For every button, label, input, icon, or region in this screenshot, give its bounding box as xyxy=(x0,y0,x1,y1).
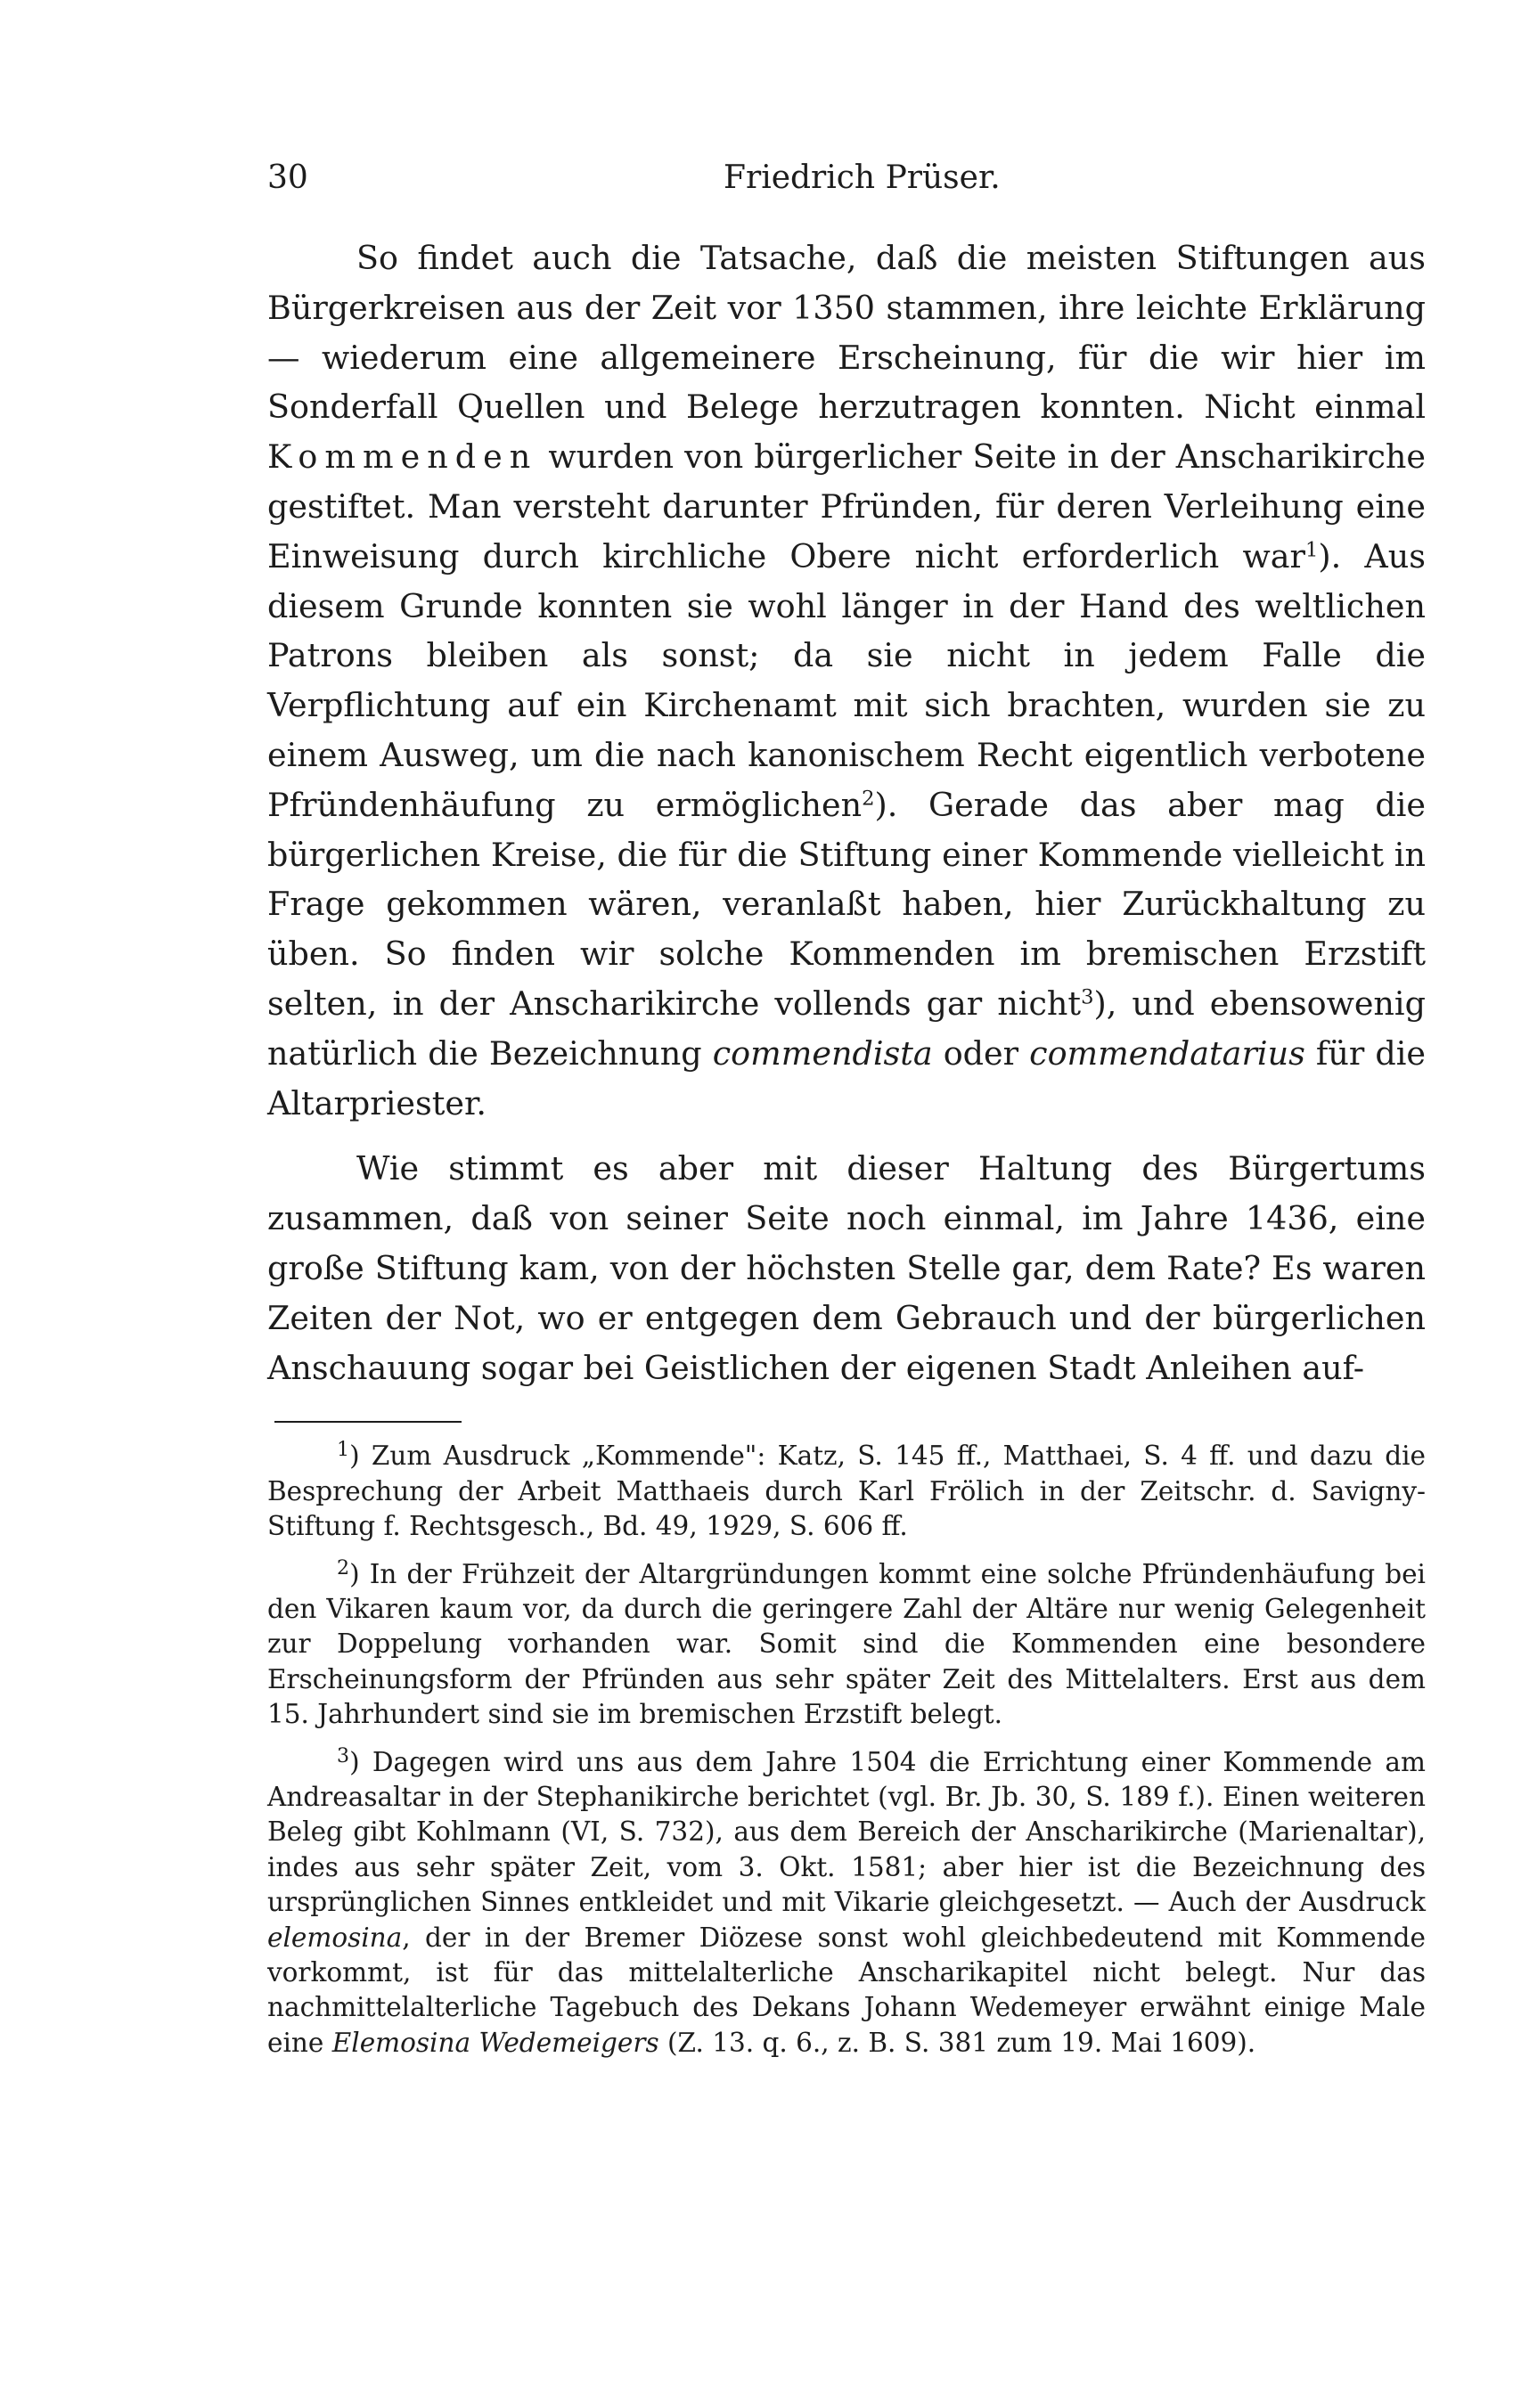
p1-text-b: wurden von bürgerlicher Seite in der Anscharikirche gestiftet. Man versteht darunter Pfründen, für deren Verleihung eine Einweisung durch kirchliche Obere nicht erforderlich war xyxy=(267,437,1426,575)
running-head xyxy=(267,151,1426,205)
paragraph-2: Wie stimmt es aber mit dieser Haltung des Bürgertums zusammen, daß von seiner Seite noch einmal, im Jahre 1436, eine große Stiftung kam, von der höchsten Stelle gar, dem Rate? Es waren Zeiten der Not, wo er entgegen dem Gebrauch und der bürgerlichen Anschauung sogar bei Geistlichen der eigenen Stadt Anleihen auf- xyxy=(267,1149,1426,1387)
footnote-1-mark: 1 xyxy=(337,1438,350,1462)
footnote-2-text: ) In der Frühzeit der Altargründungen kommt eine solche Pfründenhäufung bei den Vikaren kaum vor, da durch die geringere Zahl der Altäre nur wenig Gelegenheit zur Doppelung vorhanden war. Somit sind die Kommenden eine besondere Erscheinungsform der Pfründen aus sehr später Zeit des Mittelalters. Erst aus dem 15. Jahrhundert sind sie im bremischen Erzstift belegt. xyxy=(267,1558,1426,1730)
p1-text-c: ). Aus diesem Grunde konnten sie wohl länger in der Hand des weltlichen Patrons bleiben als sonst; da sie nicht in jedem Falle die Verpflichtung auf ein Kirchenamt mit sich brachten, wurden sie zu einem Ausweg, um die nach kanonischem Recht eigentlich verbotene Pfründenhäufung zu ermöglichen xyxy=(267,536,1426,824)
footnote-1-text: ) Zum Ausdruck „Kommende": Katz, S. 145 ff., Matthaei, S. 4 ff. und dazu die Besprechung der Arbeit Matthaeis durch Karl Frölich in der Zeitschr. d. Savigny-Stiftung f. Rechtsgesch., Bd. 49, 1929, S. 606 ff. xyxy=(267,1441,1426,1542)
footnote-ref-2: 2 xyxy=(862,787,875,811)
footnote-3-text-b: , der in der Bremer Diözese sonst wohl gleichbedeutend mit Kommende vorkommt, ist für das mittelalterliche Anscharikapitel nicht belegt. Nur das nachmittelalterliche Tagebuch des Dekans Johann Wedemeyer erwähnt einige Male eine xyxy=(267,1922,1426,2058)
paragraph-1 xyxy=(267,233,1426,1128)
footnote-3-mark: 3 xyxy=(337,1743,350,1767)
main-text xyxy=(267,233,1426,1392)
page xyxy=(267,151,1426,2073)
footnote-3-text-c: (Z. 13. q. 6., z. B. S. 381 zum 19. Mai 1609). xyxy=(658,2027,1256,2058)
p1-text-d: ). Gerade das aber mag die bürgerlichen Kreise, die für die Stiftung einer Kommende vielleicht in Frage gekommen wären, veranlaßt haben, hier Zurückhaltung zu üben. So finden wir solche Kommenden im bremischen Erzstift selten, in der Anscharikirche vollends gar nicht xyxy=(267,785,1426,1023)
p1-text-e: ), und ebensowenig natürlich die Bezeichnung xyxy=(267,984,1426,1073)
footnote-2-mark: 2 xyxy=(337,1555,350,1579)
p1-text-f: oder xyxy=(932,1033,1030,1073)
spaced-term-kommenden: Kommenden xyxy=(267,437,538,477)
page-number: 30 xyxy=(267,159,308,196)
footnote-1 xyxy=(267,1439,1426,1544)
p1-text-a: So findet auch die Tatsache, daß die meisten Stiftungen aus Bürgerkreisen aus der Zeit vor 1350 stammen, ihre leichte Erklärung — wiederum eine allgemeinere Erscheinung, für die wir hier im Sonderfall Quellen und Belege herzutragen konnten. Nicht einmal xyxy=(267,239,1426,427)
running-title: Friedrich Prüser. xyxy=(724,159,1001,196)
term-elemosina-wedemeigers: Elemosina Wedemeigers xyxy=(331,2027,659,2058)
footnote-3-text-a: ) Dagegen wird uns aus dem Jahre 1504 die Errichtung einer Kommende am Andreasaltar in der Stephanikirche berichtet (vgl. Br. Jb. 30, S. 189 f.). Einen weiteren Beleg gibt Kohlmann (VI, S. 732), aus dem Bereich der Anscharikirche (Marienaltar), indes aus sehr später Zeit, vom 3. Okt. 1581; aber hier ist die Bezeichnung des ursprünglichen Sinnes entkleidet und mit Vikarie gleichgesetzt. — Auch der Ausdruck xyxy=(267,1746,1426,1918)
p1-text-g: für die Altarpriester. xyxy=(267,1033,1426,1122)
footnote-3 xyxy=(267,1745,1426,2061)
term-commendista: commendista xyxy=(712,1033,933,1073)
term-commendatarius: commendatarius xyxy=(1029,1033,1305,1073)
footnote-2 xyxy=(267,1557,1426,1733)
footnote-divider xyxy=(274,1421,462,1423)
term-elemosina: elemosina xyxy=(267,1922,403,1953)
footnote-ref-1: 1 xyxy=(1304,538,1319,562)
footnote-ref-3: 3 xyxy=(1081,985,1094,1009)
footnotes xyxy=(267,1439,1426,2061)
